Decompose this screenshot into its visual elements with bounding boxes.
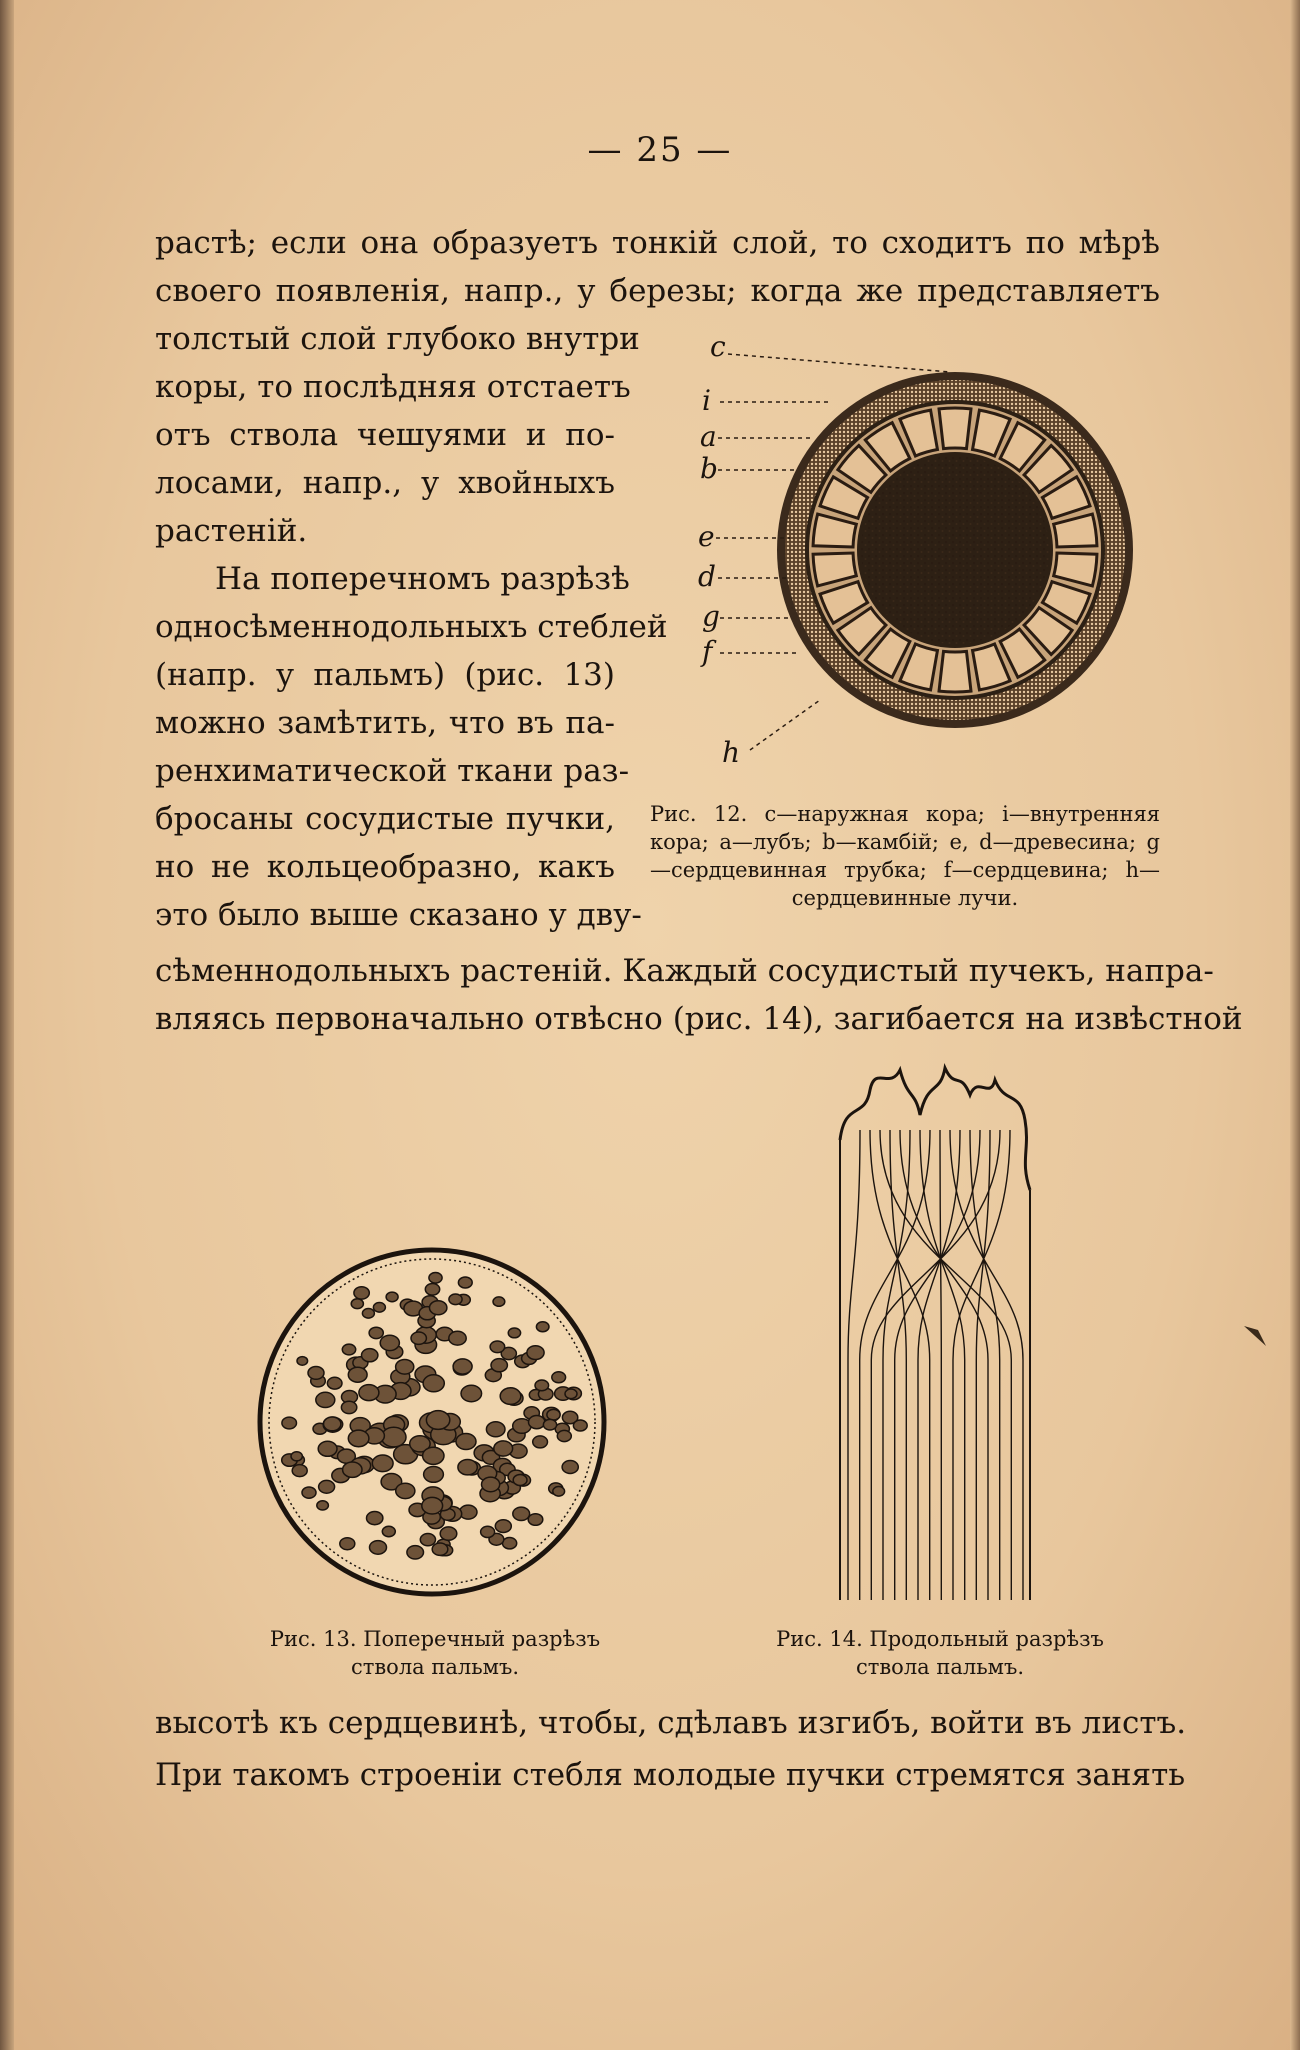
figure-14-caption-line2: ствола пальмъ. (855, 1655, 1025, 1679)
fiber-strand (940, 1130, 941, 1600)
vascular-bundle (533, 1436, 548, 1448)
figure-12-caption: Рис. 12. c—наружная кора; i—внутренняя кора; a—лубъ; b—камбій; e, d—древесина; g—сердцевинная трубка; f—сердцевина; h—сердцевинные лучи. (650, 802, 1160, 910)
vascular-bundle (449, 1294, 462, 1305)
vascular-bundle (340, 1538, 355, 1550)
vascular-bundle (351, 1299, 363, 1309)
vascular-bundle (407, 1546, 424, 1559)
figure-12-label-f: f (702, 635, 713, 668)
vascular-bundle (308, 1367, 324, 1380)
fiber-strand (950, 1130, 1023, 1600)
column-line: но не кольцеобразно, какъ (155, 849, 615, 885)
vascular-bundle (432, 1543, 448, 1555)
vascular-bundle (348, 1367, 367, 1382)
vascular-bundle (292, 1465, 307, 1477)
vascular-bundle (396, 1360, 414, 1375)
vascular-bundle (553, 1487, 565, 1497)
column-line: На поперечномъ разрѣзѣ (215, 561, 630, 597)
column-line: можно замѣтить, что въ па- (155, 705, 615, 741)
vascular-bundle (354, 1287, 369, 1299)
figure-12-label-c: c (710, 330, 726, 363)
figure-14-caption (740, 1625, 1140, 1681)
figure-14-caption-line1: Рис. 14. Продольный разрѣзъ (776, 1627, 1104, 1651)
page-right-edge (1290, 0, 1300, 2050)
vascular-bundle (543, 1419, 556, 1430)
figure-12-label-g: g (702, 600, 720, 633)
vascular-bundle (411, 1332, 426, 1344)
fiber-strand (880, 1130, 1011, 1600)
vascular-bundle (282, 1417, 297, 1429)
column-line: бросаны сосудистые пучки, (155, 801, 615, 837)
vascular-bundle (461, 1385, 482, 1401)
vascular-bundle (424, 1467, 444, 1483)
vascular-bundle (552, 1372, 566, 1383)
vascular-bundle (527, 1346, 544, 1360)
vascular-bundle (362, 1309, 374, 1319)
body-line: высотѣ къ сердцевинѣ, чтобы, сдѣлавъ изгибъ, войти въ листъ. (155, 1705, 1187, 1741)
vascular-bundle (422, 1497, 443, 1514)
vascular-bundle (367, 1512, 383, 1525)
figure-12-label-i: i (702, 384, 711, 417)
column-line: односѣменнодольныхъ стеблей (155, 609, 668, 645)
vascular-bundle (528, 1514, 543, 1526)
vascular-bundle (342, 1344, 355, 1355)
column-line: отъ ствола чешуями и по- (155, 417, 615, 453)
vascular-bundle (494, 1441, 513, 1456)
fiber-strand (918, 1130, 960, 1600)
column-line: толстый слой глубоко внутри (155, 321, 640, 357)
figure-13-caption-line2: ствола пальмъ. (350, 1655, 520, 1679)
fiber-strand (920, 1130, 965, 1600)
figure-12-label-h: h (722, 736, 741, 769)
vascular-bundle (302, 1487, 316, 1498)
vascular-bundle (343, 1462, 362, 1477)
vascular-bundle (291, 1452, 302, 1461)
vascular-bundle (348, 1430, 369, 1447)
column-line: (напр. у пальмъ) (рис. 13) (155, 657, 615, 693)
vascular-bundle (396, 1483, 415, 1498)
vascular-bundle (430, 1301, 447, 1315)
vascular-bundle (458, 1277, 472, 1288)
fiber-strand (953, 1130, 1010, 1600)
vascular-bundle (565, 1389, 577, 1399)
vascular-bundle (456, 1434, 476, 1450)
vascular-bundle (369, 1327, 383, 1338)
vascular-bundle (370, 1541, 387, 1555)
vascular-bundle (503, 1538, 517, 1549)
vascular-bundle (500, 1388, 521, 1405)
fiber-strand (870, 1130, 930, 1600)
column-line: это было выше сказано у дву- (155, 897, 642, 933)
vascular-bundle (429, 1273, 442, 1284)
page-left-edge (0, 0, 14, 2050)
body-line: вляясь первоначально отвѣсно (рис. 14), загибается на извѣстной (155, 1001, 1243, 1037)
vascular-bundle (562, 1461, 578, 1474)
vascular-bundle (495, 1520, 511, 1533)
figure-12-label-b: b (700, 452, 718, 485)
vascular-bundle (536, 1322, 549, 1332)
vascular-bundle (513, 1507, 530, 1520)
body-line: сѣменнодольныхъ растеній. Каждый сосудистый пучекъ, напра- (155, 953, 1214, 989)
vascular-bundle (529, 1416, 545, 1429)
column-line: коры, то послѣдняя отстаетъ (155, 369, 631, 405)
wood-wedge (939, 651, 971, 692)
vascular-bundle (449, 1331, 466, 1345)
fiber-strand (848, 1130, 860, 1600)
vascular-bundle (423, 1447, 444, 1464)
figure-13-caption (235, 1625, 635, 1681)
vascular-bundle (327, 1377, 342, 1389)
wood-wedge (939, 408, 971, 449)
vascular-bundle (319, 1480, 335, 1493)
vascular-bundle (482, 1477, 500, 1492)
body-line: растѣ; если она образуетъ тонкій слой, то сходитъ по мѣрѣ (155, 225, 1160, 261)
figure-14-palm-longitudinal-section (820, 1060, 1060, 1610)
vascular-bundle (382, 1526, 395, 1536)
vascular-bundle (573, 1420, 587, 1431)
vascular-bundle (513, 1475, 527, 1486)
vascular-bundle (362, 1349, 378, 1362)
figure-13-palm-cross-section (255, 1245, 610, 1600)
vascular-bundle (359, 1385, 379, 1401)
vascular-bundle (458, 1460, 477, 1475)
ink-blot (1240, 1320, 1270, 1350)
fiber-strand (900, 1130, 988, 1600)
vascular-bundle (490, 1341, 505, 1353)
fiber-strand (871, 1130, 1000, 1600)
vascular-bundle (423, 1375, 444, 1392)
vascular-bundle (493, 1297, 505, 1306)
vascular-bundle (547, 1409, 560, 1420)
vascular-bundle (373, 1303, 385, 1313)
vascular-bundle (535, 1380, 549, 1391)
column-line: растеній. (155, 513, 308, 549)
figure-12-label-a: a (700, 420, 717, 453)
page-number: — 25 — (587, 130, 733, 170)
figure-14-fibers (848, 1130, 1023, 1600)
vascular-bundle (297, 1357, 308, 1366)
vascular-bundle (316, 1392, 335, 1407)
column-line: лосами, напр., у хвойныхъ (155, 465, 615, 501)
vascular-bundle (341, 1401, 356, 1413)
figure-12-label-e: e (698, 520, 715, 553)
vascular-bundle (481, 1526, 495, 1537)
vascular-bundle (491, 1359, 507, 1372)
body-line: При такомъ строеніи стебля молодые пучки стремятся занять (155, 1757, 1186, 1793)
vascular-bundle (317, 1501, 329, 1510)
vascular-bundle (486, 1422, 505, 1437)
vascular-bundle (380, 1335, 399, 1350)
figure-12-stem-cross-section (650, 330, 1160, 770)
vascular-bundle (324, 1417, 341, 1431)
fiber-strand (895, 1130, 980, 1600)
vascular-bundle (420, 1534, 435, 1546)
body-line: своего появленія, напр., у березы; когда же представляетъ (155, 273, 1160, 309)
column-line: ренхиматической ткани раз- (155, 753, 630, 789)
figure-12-label-d: d (698, 560, 716, 593)
vascular-bundle (557, 1430, 571, 1441)
vascular-bundle (372, 1455, 393, 1472)
vascular-bundle (508, 1328, 520, 1338)
figure-13-caption-line1: Рис. 13. Поперечный разрѣзъ (269, 1627, 601, 1651)
vascular-bundle (386, 1292, 398, 1302)
vascular-bundle (425, 1284, 439, 1296)
vascular-bundle (440, 1527, 457, 1540)
vascular-bundle (426, 1411, 449, 1430)
fiber-strand (890, 1130, 906, 1600)
vascular-bundle (381, 1427, 406, 1447)
vascular-bundle (318, 1441, 337, 1456)
vascular-bundle (453, 1359, 472, 1374)
